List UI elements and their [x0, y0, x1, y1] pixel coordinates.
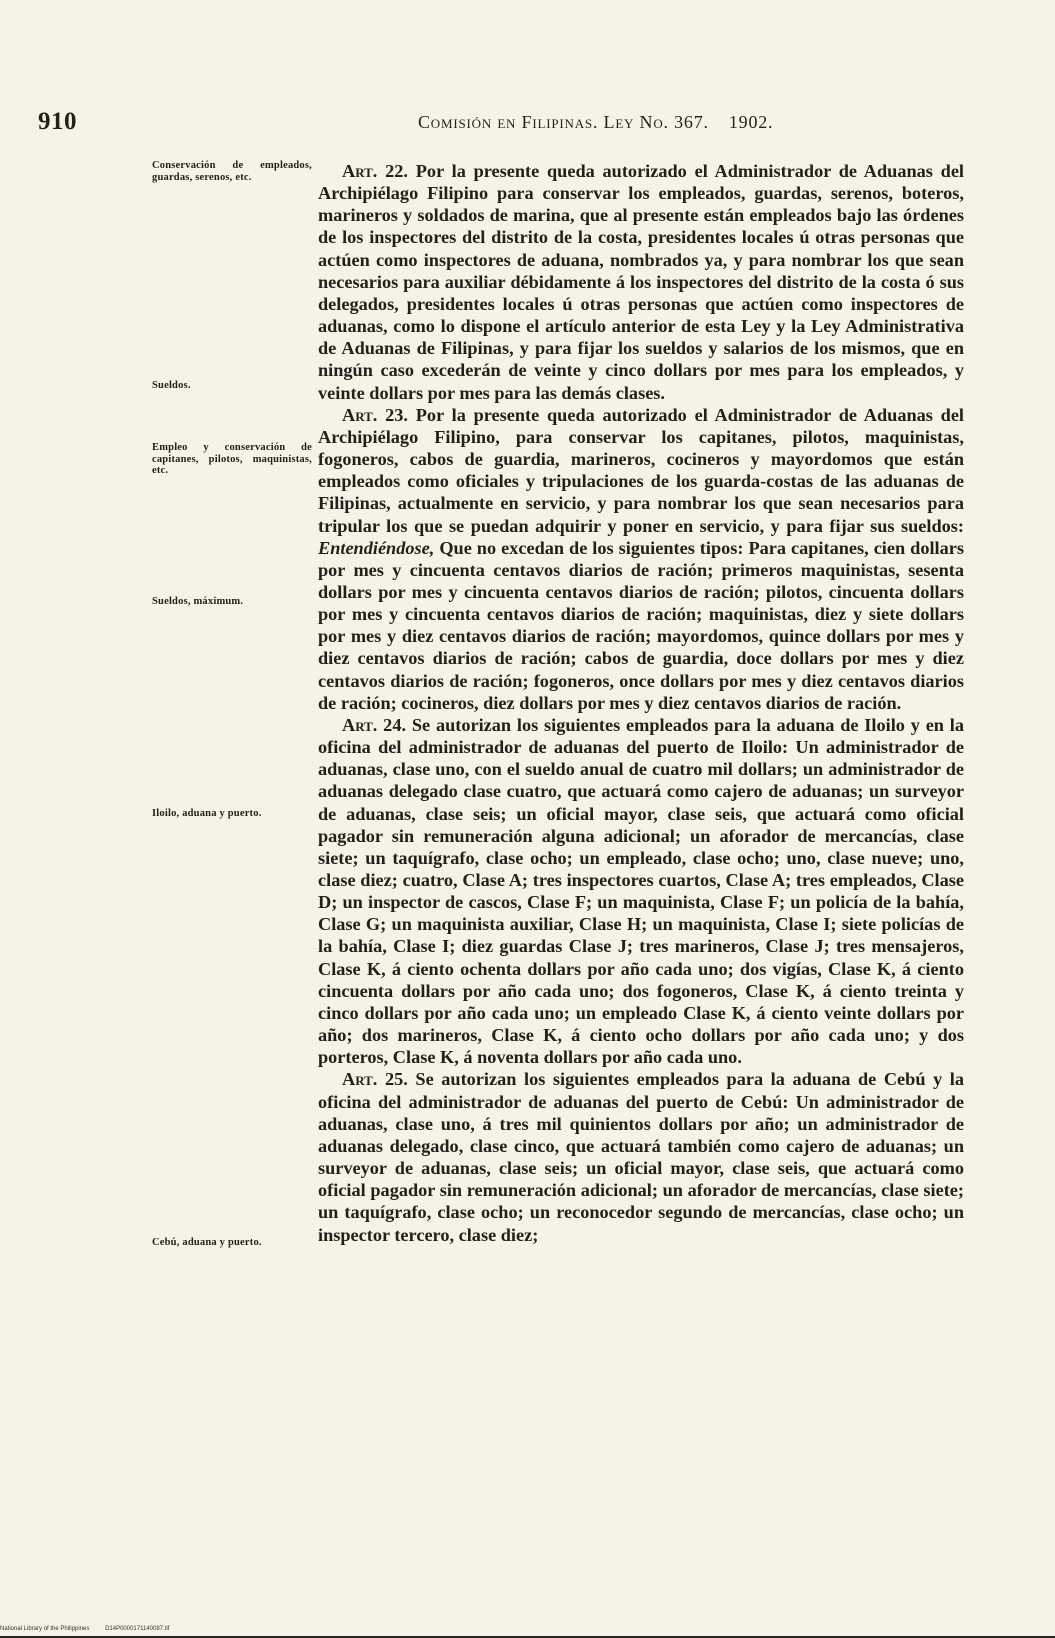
article-text: Se autorizan los siguientes empleados para la aduana de Iloilo y en la oficina del administrador de aduanas del puerto de Iloilo: Un administrador de aduanas, clase uno, con el sueldo anual de cuatro mil dollars; un administrador de aduanas delegado clase cuatro, que actuará como cajero de aduanas; un surveyor de aduanas, clase seis; un oficial mayor, clase seis, que actuará como oficial pagador sin remuneración alguna adicional; un aforador de mercancías, clase siete; un taquígrafo, clase ocho; un empleado, clase ocho; uno, clase nueve; uno, clase diez; cuatro, Clase A; tres inspectores cuartos, Clase A; tres empleados, Clase D; un inspector de cascos, Clase F; un maquinista, Clase F; un policía de la bahía, Clase G; un maquinista auxiliar, Clase H; un maquinista, Clase I; siete policías de la bahía, Clase I; diez guardas Clase J; tres marineros, Clase J; tres mensajeros, Clase K, á ciento ochenta dollars por año cada uno; dos vigías, Clase K, á ciento cincuenta dollars por año cada uno; dos fogoneros, Clase K, á ciento treinta y cinco dollars por año cada uno; un empleado Clase K, á ciento veinte dollars por año; dos marineros, Clase K, á ciento ocho dollars por año cada uno; y dos porteros, Clase K, á noventa dollars por año cada uno.: [318, 714, 965, 1068]
article-label: Art. 22.: [342, 161, 408, 181]
page-number: 910: [38, 108, 77, 135]
footer-image-id: D14P0000171140087.tif: [105, 1626, 170, 1632]
margin-note-sueldos-maximum: Sueldos, máximum.: [152, 596, 244, 607]
article-label: Art. 25.: [342, 1069, 408, 1090]
margin-note-iloilo: Iloilo, aduana y puerto.: [152, 808, 262, 819]
article-label: Art. 24.: [342, 714, 407, 735]
page-header: [38, 108, 963, 140]
margin-note-sueldos: Sueldos.: [152, 380, 191, 391]
running-year: 1902.: [728, 112, 774, 132]
article-text: Por la presente queda autorizado el Administrador de Aduanas del Archipiélago Filipino para conservar los empleados, guardas, serenos, boteros, marineros y soldados de marina, que al presente están empleados bajo las órdenes de los inspectores del distrito de la costa, presidentes locales ú otras personas que actúen como inspectores de aduana, nombrados ya, y para nombrar los que sean necesarios para auxiliar débidamente á los inspectores del distrito de la costa ó sus delegados, presidentes locales ú otras personas que actúen como inspectores de aduanas, como lo dispone el artículo anterior de esta Ley y la Ley Administrativa de Aduanas de Filipinas, y para fijar los sueldos y salarios de los mismos, que en ningún caso excederán de veinte y cinco dollars por mes para los empleados, y veinte dollars por mes para las demás clases.: [318, 161, 965, 403]
article-22: [318, 160, 964, 404]
margin-note-empleo: Empleo y conservación de capitanes, pilotos, maquinistas, etc.: [152, 442, 312, 476]
article-25: [318, 1068, 964, 1245]
margin-note-conservacion: Conservación de empleados, guardas, serenos, etc.: [152, 160, 312, 183]
article-italic-term: Entendiéndose,: [318, 537, 435, 558]
running-title-text: Comisión en Filipinas. Ley No. 367.: [418, 112, 709, 132]
article-text: Se autorizan los siguientes empleados para la aduana de Cebú y la oficina del administrador de aduanas del puerto de Cebú: Un administrador de aduanas, clase uno, á tres mil quinientos dollars por año; un administrador de aduanas delegado, clase cinco, que actuará también como cajero de aduanas; un surveyor de aduanas, clase seis; un oficial mayor, clase seis, que actuará como oficial pagador sin remuneración adicional; un aforador de mercancías, clase siete; un taquígrafo, clase ocho; un reconocedor segundo de mercancías, clase ocho; un inspector tercero, clase diez;: [318, 1069, 965, 1245]
article-23: [318, 404, 964, 714]
footer-source: National Library of the Philippines: [0, 1626, 90, 1632]
scan-footer: [0, 1626, 183, 1632]
article-label: Art. 23.: [342, 404, 408, 425]
body-text: [318, 160, 964, 1246]
article-text: Por la presente queda autorizado el Administrador de Aduanas del Archipiélago Filipino, para conservar los capitanes, pilotos, maquinistas, fogoneros, cabos de guardia, marineros, cocineros y mayordomos que están empleados como oficiales y tripulaciones de los guarda-costas de las aduanas de Filipinas, actualmente en servicio, y para nombrar los que sean necesarios para tripular los que se puedan adquirir y poner en servicio, y para fijar sus sueldos:: [318, 404, 965, 536]
article-text: Que no excedan de los siguientes tipos: Para capitanes, cien dollars por mes y cincuenta centavos diarios de ración; primeros maquinistas, sesenta dollars por mes y cincuenta centavos diarios de ración; pilotos, cincuenta dollars por mes y cincuenta centavos diarios de ración; maquinistas, diez y siete dollars por mes y diez centavos diarios de ración; mayordomos, quince dollars por mes y diez centavos diarios de ración; cabos de guardia, doce dollars por mes y diez centavos diarios de ración; fogoneros, once dollars por mes y diez centavos diarios de ración; cocineros, diez dollars por mes y diez centavos diarios de ración.: [318, 537, 964, 713]
margin-note-cebu: Cebú, aduana y puerto.: [152, 1237, 262, 1248]
article-24: [318, 714, 964, 1069]
running-title: [418, 112, 773, 133]
